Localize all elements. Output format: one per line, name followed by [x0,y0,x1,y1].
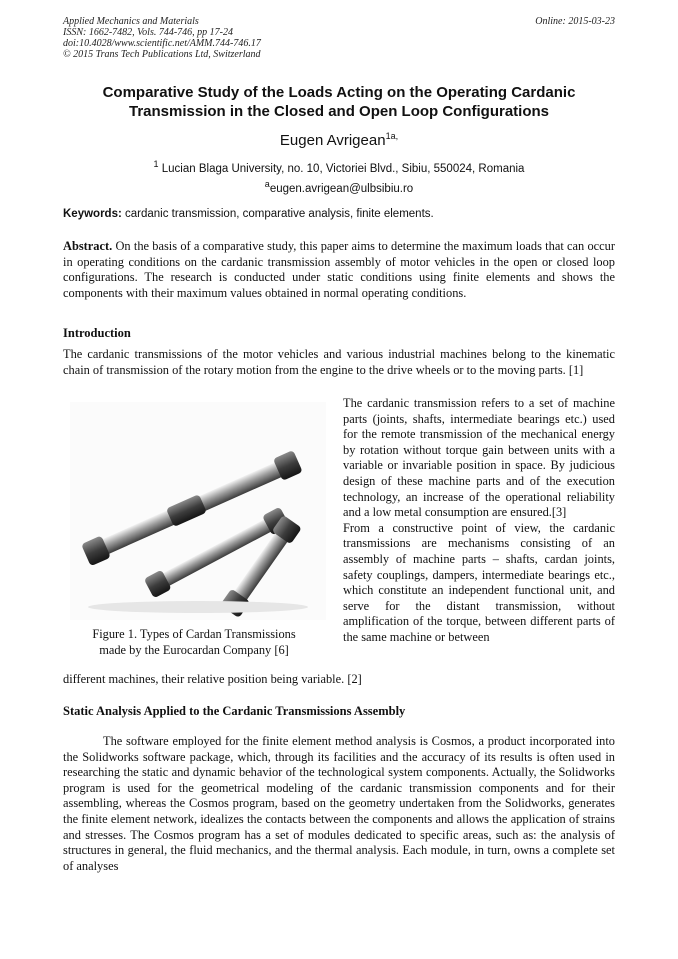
wrap-text-column [343,396,615,646]
issn-line: ISSN: 1662-7482, Vols. 744-746, pp 17-24 [63,27,233,38]
online-date: Online: 2015-03-23 [535,16,615,27]
static-analysis-paragraph: The software employed for the finite element method analysis is Cosmos, a product incorporated into the Solidworks software package, which, through its facilities and the accuracy of its results is often used in researching the static and dynamic behavior of the technological system components. Actually, the Solidworks program is used for the geometrical modeling of the cardanic transmission components and for their assembling, whereas the Cosmos program, based on the geometry undertaken from the Solidworks, generates the finite element network, idealizes the contacts between the components and allows the application of strains and stresses. The Cosmos program has a set of modules dedicated to specific areas, such as: the analysis of structures in general, the fluid mechanics, and the thermal analysis. Each module, in turn, owns a complete set of analyses [63,734,615,873]
author-email: eugen.avrigean@ulbsibiu.ro [269,182,414,195]
abstract-text: On the basis of a comparative study, this paper aims to determine the maximum loads that can occur in operating conditions on the cardanic transmission assembly of motor vehicles in the open or closed loop configurations. The research is conducted under static conditions using finite elements and shows the components with their maximum values obtained in normal operating conditions. [63,239,615,300]
abstract [63,239,615,301]
affiliation-text: Lucian Blaga University, no. 10, Victoriei Blvd., Sibiu, 550024, Romania [161,162,525,175]
abstract-label: Abstract. [63,239,113,253]
affiliation-sup: 1 [153,159,159,169]
introduction-paragraph-1: The cardanic transmissions of the motor vehicles and various industrial machines belong to the kinematic chain of transmission of the rotary motion from the engine to the drive wheels or to the moving parts. [1] [63,347,615,377]
static-analysis-heading: Static Analysis Applied to the Cardanic Transmissions Assembly [63,704,406,718]
figure-1 [63,402,325,658]
keywords [63,208,615,220]
author [63,131,615,149]
journal-header [63,16,615,60]
introduction-paragraph-2: The cardanic transmission refers to a set of machine parts (joints, shafts, intermediate bearings etc.) used for the remote transmission of the mechanical energy by rotation without torque gain between units with a variable or invariable position in space. By judicious design of these machine parts and of the execution technology, an increase of the operational reliability and a low metal consumption are ensured.[3] [343,396,615,520]
caption-line-1: Figure 1. Types of Cardan Transmissions [92,627,296,641]
author-sup: 1a, [385,131,399,141]
introduction-paragraph-3: From a constructive point of view, the cardanic transmissions are mechanisms consisting of an assembly of machine parts – shafts, cardan joints, safety couplings, dampers, intermediate bearings etc., which constitute an independent functional unit, and serve for the distant transmission, without amplification of the torque, between different parts of the same machine or between [343,520,615,644]
introduction-heading: Introduction [63,326,131,340]
keywords-label: Keywords: [63,208,122,220]
keywords-text: cardanic transmission, comparative analysis, finite elements. [125,208,434,220]
journal-name: Applied Mechanics and Materials [63,16,199,27]
figure-caption [63,626,325,658]
affiliation [63,157,615,197]
doi-line: doi:10.4028/www.scientific.net/AMM.744-746.17 [63,38,261,49]
paper-title: Comparative Study of the Loads Acting on the Operating Cardanic Transmission in the Closed and Open Loop Configurations [102,84,576,120]
email-sup: a [264,178,270,189]
copyright-line: © 2015 Trans Tech Publications Ltd, Switzerland [63,49,261,60]
cardan-shafts-photo [70,402,326,620]
introduction-paragraph-3-cont: different machines, their relative position being variable. [2] [63,672,362,686]
caption-line-2: made by the Eurocardan Company [6] [99,643,289,657]
author-name: Eugen Avrigean [279,132,386,149]
